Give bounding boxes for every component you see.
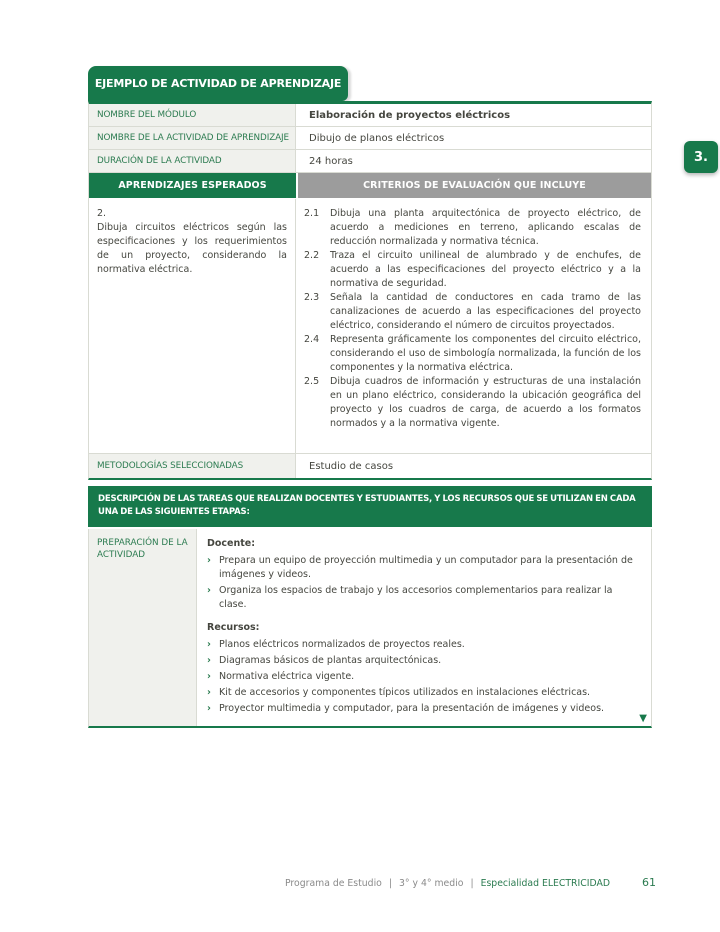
criteria-item: [304, 333, 641, 375]
stage-content: [197, 529, 651, 726]
criteria-item-text: Señala la cantidad de conductores en cada tramo de las canalizaciones de acuerdo a las especificaciones del proyecto eléctrico, considerando el número de circuitos proyectados.: [330, 292, 641, 331]
criteria-item-number: 2.5: [304, 376, 320, 387]
list-item-text: Diagramas básicos de plantas arquitectónicas.: [219, 655, 442, 666]
list-item-text: Prepara un equipo de proyección multimedia y un computador para la presentación de imágenes y videos.: [219, 555, 633, 580]
table-content-row: [89, 199, 651, 454]
resources-section-heading: Recursos:: [207, 622, 260, 633]
footer-separator: |: [388, 878, 392, 889]
list-item: [207, 638, 639, 652]
chevron-bullet-icon: ›: [207, 655, 211, 666]
chevron-bullet-icon: ›: [207, 585, 211, 596]
list-item: [207, 584, 639, 612]
list-item-text: Planos eléctricos normalizados de proyectos reales.: [219, 639, 465, 650]
chevron-bullet-icon: ›: [207, 671, 211, 682]
page-footer: [88, 876, 656, 889]
list-item: [207, 670, 639, 684]
criteria-item: [304, 375, 641, 431]
criteria-item-text: Representa gráficamente los componentes del circuito eléctrico, considerando el uso de simbología normalizada, la función de los componentes y la normativa eléctrica.: [330, 334, 641, 373]
chevron-bullet-icon: ›: [207, 555, 211, 566]
list-item-text: Normativa eléctrica vigente.: [219, 671, 355, 682]
page-title-label: EJEMPLO DE ACTIVIDAD DE APRENDIZAJE: [94, 77, 342, 90]
criteria-item-number: 2.3: [304, 292, 320, 303]
expected-learning-cell: [89, 199, 296, 453]
criteria-header: CRITERIOS DE EVALUACIÓN QUE INCLUYE: [298, 173, 651, 198]
list-item-text: Proyector multimedia y computador, para la presentación de imágenes y videos.: [219, 703, 605, 714]
chevron-bullet-icon: ›: [207, 703, 211, 714]
stage-label: PREPARACIÓN DE LA ACTIVIDAD: [89, 529, 197, 726]
criteria-item: [304, 291, 641, 333]
duration-label: DURACIÓN DE LA ACTIVIDAD: [89, 150, 296, 172]
preparation-stage-row: [88, 529, 652, 728]
criteria-item-number: 2.4: [304, 334, 320, 345]
criteria-item-number: 2.1: [304, 208, 320, 219]
list-item: [207, 702, 639, 716]
chapter-tab-label: 3.: [694, 149, 708, 165]
page-title: [88, 66, 348, 101]
criteria-item-text: Dibuja cuadros de información y estructuras de una instalación en un plano eléctrico, considerando la ubicación geográfica del proyecto y los cuadros de carga, de acuerdo a los formatos normados y a la normativa vigente.: [330, 376, 641, 429]
footer-separator: |: [470, 878, 474, 889]
chapter-tab: [684, 141, 718, 173]
teacher-task-list: [207, 554, 639, 612]
table-row-module: [89, 104, 651, 127]
criteria-item-text: Traza el circuito unilineal de alumbrado y de enchufes, de acuerdo a las especificaciones del proyecto eléctrico y a la normativa de seguridad.: [330, 250, 641, 289]
activity-document: [88, 66, 652, 728]
expected-learning-header: APRENDIZAJES ESPERADOS: [89, 173, 296, 198]
criteria-item-number: 2.2: [304, 250, 320, 261]
list-item: [207, 686, 639, 700]
methodology-value: Estudio de casos: [309, 460, 394, 472]
expected-learning-number: 2.: [97, 208, 107, 219]
footer-grade: 3° y 4° medio: [399, 878, 464, 889]
table-row-duration: [89, 150, 651, 173]
chevron-bullet-icon: ›: [207, 687, 211, 698]
table-header-row: [89, 173, 651, 198]
methodology-label: METODOLOGÍAS SELECCIONADAS: [89, 454, 296, 478]
table-row-activity-name: [89, 127, 651, 150]
expected-learning-text: Dibuja circuitos eléctricos según las especificaciones y los requerimientos de un proyecto, considerando la normativa eléctrica.: [97, 222, 287, 275]
teacher-section: [207, 537, 639, 612]
table-row-methodology: [89, 454, 651, 478]
list-item-text: Kit de accesorios y componentes típicos utilizados en instalaciones eléctricas.: [219, 687, 591, 698]
criteria-item: [304, 249, 641, 291]
footer-breadcrumb: [285, 878, 610, 889]
footer-program: Programa de Estudio: [284, 878, 382, 889]
chevron-bullet-icon: ›: [207, 639, 211, 650]
duration-value: 24 horas: [309, 155, 353, 167]
activity-name-label: NOMBRE DE LA ACTIVIDAD DE APRENDIZAJE: [89, 127, 296, 149]
list-item: [207, 554, 639, 582]
teacher-section-heading: Docente:: [207, 538, 256, 549]
module-label: NOMBRE DEL MÓDULO: [89, 104, 296, 126]
activity-name-value: Dibujo de planos eléctricos: [309, 132, 445, 144]
criteria-item-text: Dibuja una planta arquitectónica de proyecto eléctrico, de acuerdo a mediciones en terreno, aplicando escalas de reducción normalizada y normativa técnica.: [330, 208, 641, 247]
criteria-cell: [296, 199, 651, 453]
list-item: [207, 654, 639, 668]
continuation-arrow-icon: ▼: [639, 713, 647, 724]
list-item-text: Organiza los espacios de trabajo y los accesorios complementarios para realizar la clase.: [219, 585, 613, 610]
resources-list: [207, 638, 639, 716]
activity-table: [88, 101, 652, 480]
criteria-item: [304, 207, 641, 249]
footer-specialty: Especialidad ELECTRICIDAD: [480, 878, 610, 889]
resources-section: [207, 621, 639, 716]
page-number: 61: [642, 876, 656, 889]
module-value: Elaboración de proyectos eléctricos: [309, 109, 511, 121]
tasks-description-header: DESCRIPCIÓN DE LAS TAREAS QUE REALIZAN DOCENTES Y ESTUDIANTES, Y LOS RECURSOS QUE SE UTILIZAN EN CADA UNA DE LAS SIGUIENTES ETAPAS:: [88, 486, 652, 527]
